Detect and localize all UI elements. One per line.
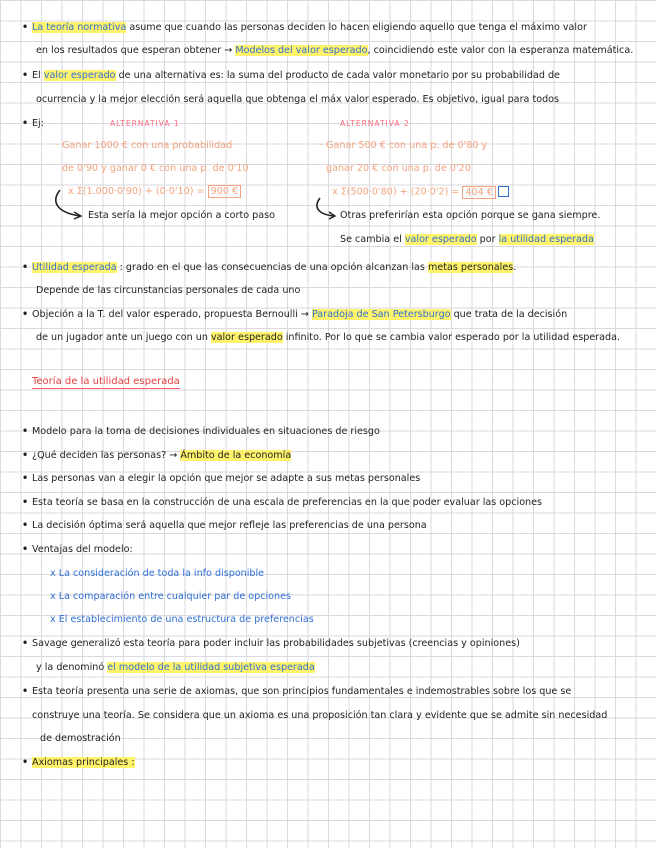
term-highlight: la utilidad esperada [498, 234, 594, 245]
term-highlight: valor esperado [210, 332, 283, 343]
alt1-calc [68, 186, 241, 198]
result-box: 404 € [462, 186, 495, 199]
text: asume que cuando las personas deciden lo hacen eligiendo aquello que tenga el máximo valor [126, 22, 587, 33]
term-highlight: valor esperado [43, 70, 116, 81]
text: La decisión óptima será aquella que mejor refleje las preferencias de una persona [32, 520, 427, 531]
note-line [22, 686, 571, 698]
curved-arrow-icon [312, 196, 340, 224]
note-line [22, 473, 420, 485]
term-highlight: Paradoja de San Petersburgo [311, 309, 451, 320]
bullet: • [22, 473, 29, 484]
bullet: • [22, 70, 29, 81]
section-title: Teoría de la utilidad esperada [32, 376, 180, 387]
text: x Σ(500·0'80) + (20·0'2) = [332, 186, 463, 198]
alt2-line: ganar 20 € con una p. de 0'20 [326, 163, 471, 174]
note-line [22, 450, 291, 462]
note-line [22, 70, 560, 82]
alternative-2-title: ALTERNATIVA 2 [340, 119, 410, 128]
text: que trata de la decisión [450, 309, 568, 320]
example-label [22, 118, 44, 130]
advantage-item: x El establecimiento de una estructura de preferencias [50, 614, 314, 625]
note-line [22, 638, 520, 650]
text: x Σ(1.000·0'90) + (0·0'10) = [68, 186, 208, 197]
note-line: de demostración [40, 733, 121, 744]
bullet: • [22, 757, 29, 768]
advantage-item: x La comparación entre cualquier par de opciones [50, 591, 292, 602]
term-highlight: Axiomas principales : [32, 757, 135, 768]
alternative-1-title: ALTERNATIVA 1 [110, 119, 180, 128]
note-line [22, 309, 567, 321]
text: por [476, 234, 499, 245]
note-line: construye una teoría. Se considera que un axioma es una proposición tan clara y evidente que se admite sin necesidad [32, 710, 608, 721]
term-highlight: valor esperado [404, 234, 477, 245]
term-highlight: Ámbito de la economía [180, 450, 292, 461]
note-line [22, 497, 542, 509]
term-highlight: La teoría normativa [32, 22, 127, 33]
bullet: • [22, 426, 29, 437]
term-highlight: Utilidad esperada [32, 262, 117, 273]
alt1-line: de 0'90 y ganar 0 € con una p. de 0'10 [62, 163, 249, 174]
bullet: • [22, 638, 29, 649]
text: de una alternativa es: la suma del producto de cada valor monetario por su probabilidad de [115, 70, 560, 81]
alt2-note [340, 234, 594, 246]
bullet: • [22, 22, 29, 33]
result-box: 900 € [208, 185, 241, 198]
text: Esta teoría presenta una serie de axiomas, que son principios fundamentales e indemostrables sobre los que se [32, 686, 572, 697]
text: Se cambia el [340, 234, 405, 245]
text: , coincidiendo este valor con la esperanza matemática. [367, 45, 634, 56]
note-line [22, 426, 380, 438]
curved-arrow-icon [50, 188, 86, 222]
text: de un jugador ante un juego con un [36, 332, 211, 343]
text: Ej: [32, 118, 44, 129]
bullet: • [22, 520, 29, 531]
text: . [513, 262, 517, 273]
bullet: • [22, 309, 29, 320]
alt2-note: Otras preferirían esta opción porque se gana siempre. [340, 210, 601, 221]
term-highlight: metas personales [427, 262, 514, 273]
text: en los resultados que esperan obtener → [36, 45, 236, 56]
text: infinito. Por lo que se cambia valor esperado por la utilidad esperada. [282, 332, 621, 343]
text: Ventajas del modelo: [32, 544, 133, 555]
text: Savage generalizó esta teoría para poder incluir las probabilidades subjetivas (creencias y opiniones) [32, 638, 520, 649]
alt1-note: Esta sería la mejor opción a corto paso [88, 210, 275, 221]
note-line: Depende de las circunstancias personales de cada uno [36, 285, 301, 296]
bullet: • [22, 450, 29, 461]
note-line [36, 94, 559, 106]
note-line [22, 262, 516, 274]
note-line [36, 45, 633, 57]
bullet: • [22, 497, 29, 508]
alt2-calc [332, 186, 509, 199]
term-highlight: Modelos del valor esperado [235, 45, 368, 56]
note-line [36, 332, 620, 344]
bullet: • [22, 118, 29, 129]
text: ocurrencia y la mejor elección será aquella que obtenga el máx valor esperado. Es objetivo, igual para todos [36, 94, 560, 105]
advantage-item: x La consideración de toda la info disponible [50, 568, 265, 579]
note-line [22, 544, 133, 556]
text: Esta teoría se basa en la construcción de una escala de preferencias en la que poder evaluar las opciones [32, 497, 543, 508]
note-line [36, 662, 315, 674]
alt2-line: · Ganar 500 € con una p. de 0'80 y [320, 140, 488, 151]
text: Las personas van a elegir la opción que mejor se adapte a sus metas personales [32, 473, 421, 484]
text: Objeción a la T. del valor esperado, propuesta Bernoulli → [32, 309, 312, 320]
text: ¿Qué deciden las personas? → [32, 450, 181, 461]
note-line [22, 520, 427, 532]
text: Modelo para la toma de decisiones individuales en situaciones de riesgo [32, 426, 380, 437]
term-highlight: el modelo de la utilidad subjetiva esperada [107, 662, 315, 673]
note-line [22, 757, 135, 769]
text: El [32, 70, 44, 81]
text: : grado en el que las consecuencias de una opción alcanzan las [116, 262, 428, 273]
bullet: • [22, 262, 29, 273]
note-line [22, 22, 587, 34]
bullet: • [22, 686, 29, 697]
checkbox-icon [498, 186, 509, 197]
alt1-line: · Ganar 1000 € con una probabilidad [56, 140, 233, 151]
bullet: • [22, 544, 29, 555]
text: y la denominó [36, 662, 108, 673]
